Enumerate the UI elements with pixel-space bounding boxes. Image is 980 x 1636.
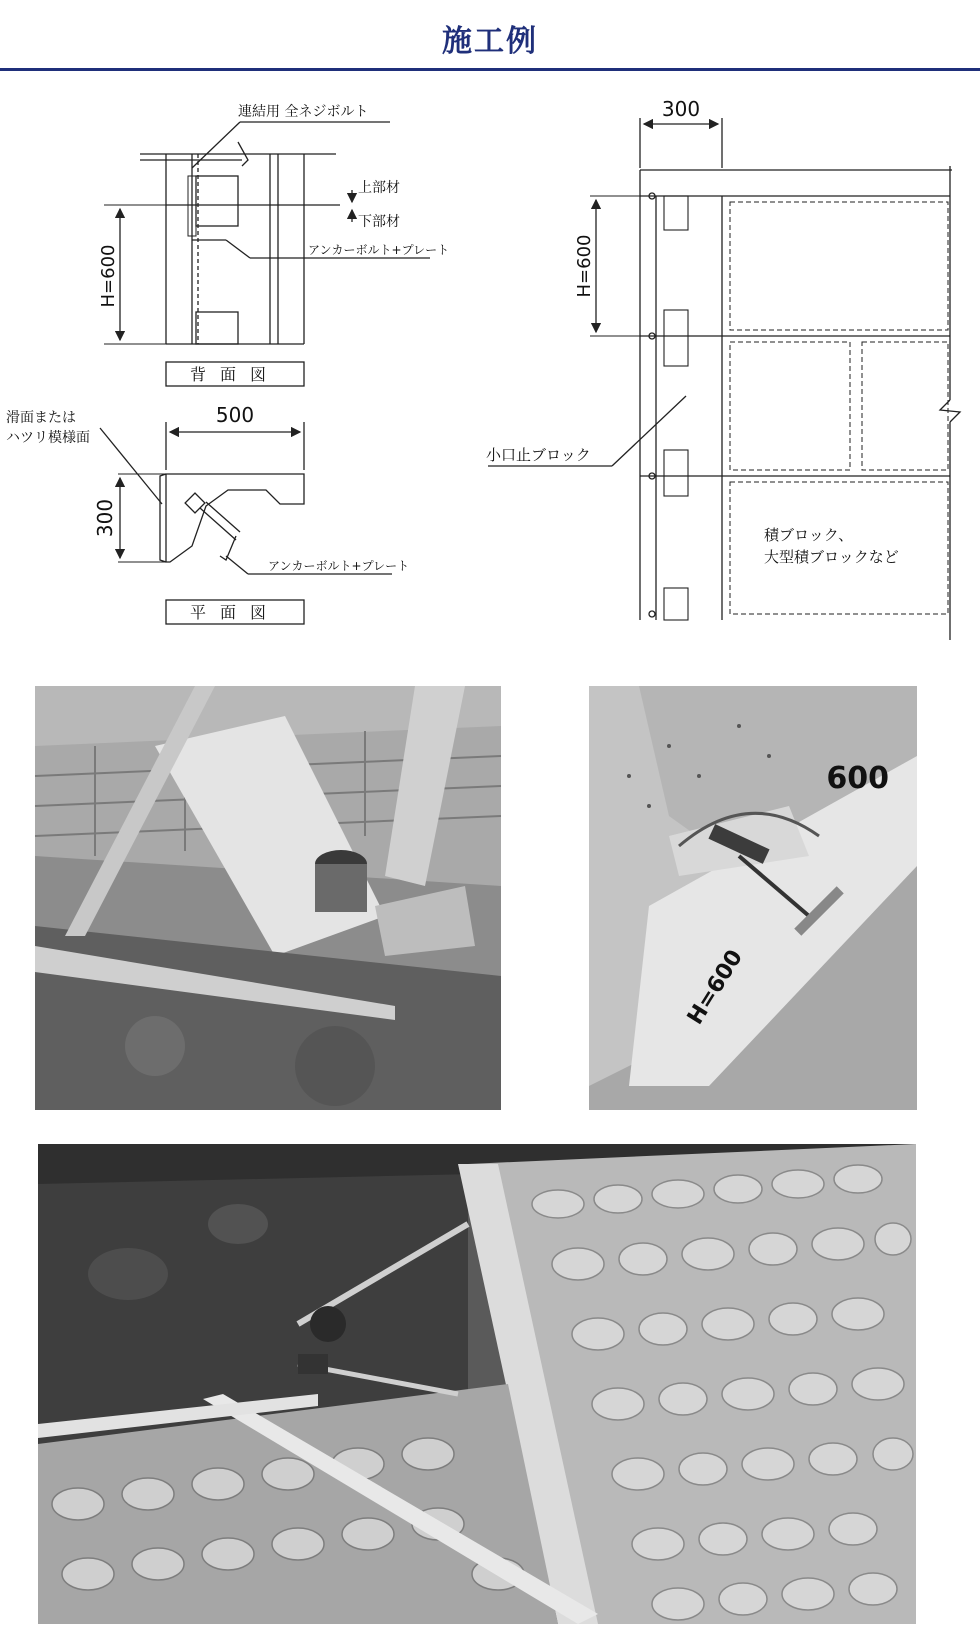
upper-member-label: 上部材: [358, 180, 400, 196]
plan-view-caption: 平面図: [189, 603, 281, 622]
plan-depth-label: 300: [93, 498, 117, 538]
photo2-stencil-1: H=600: [682, 945, 748, 1030]
page-title: 施工例: [442, 24, 538, 59]
back-view-caption: 背面図: [189, 365, 281, 384]
elevation-height-label: H=600: [574, 234, 595, 298]
plan-anchor-label: アンカーボルト+プレート: [268, 559, 410, 573]
blocks-label-1: 積ブロック、: [764, 526, 854, 544]
blocks-label-2: 大型積ブロックなど: [764, 548, 899, 566]
plan-view-drawing: [100, 422, 392, 624]
lower-member-label: 下部材: [358, 214, 400, 230]
back-view-height-label: H=600: [98, 244, 119, 308]
plan-surface-label-2: ハツリ模様面: [6, 430, 90, 446]
photo2-stencil-2: 009: [826, 758, 889, 793]
construction-photo-3: [38, 1144, 916, 1624]
plan-surface-label-1: 滑面または: [6, 410, 76, 426]
plan-width-label: 500: [215, 403, 255, 427]
technical-drawings: [0, 80, 980, 720]
title-underline: [0, 68, 980, 71]
anchor-bolt-label: アンカーボルト+プレート: [308, 243, 450, 257]
elevation-width-label: 300: [661, 97, 701, 121]
construction-photo-2: [589, 686, 917, 1110]
connection-bolt-label: 連結用 全ネジボルト: [238, 104, 369, 120]
construction-photo-1: [35, 686, 501, 1110]
end-block-label: 小口止ブロック: [486, 446, 591, 464]
